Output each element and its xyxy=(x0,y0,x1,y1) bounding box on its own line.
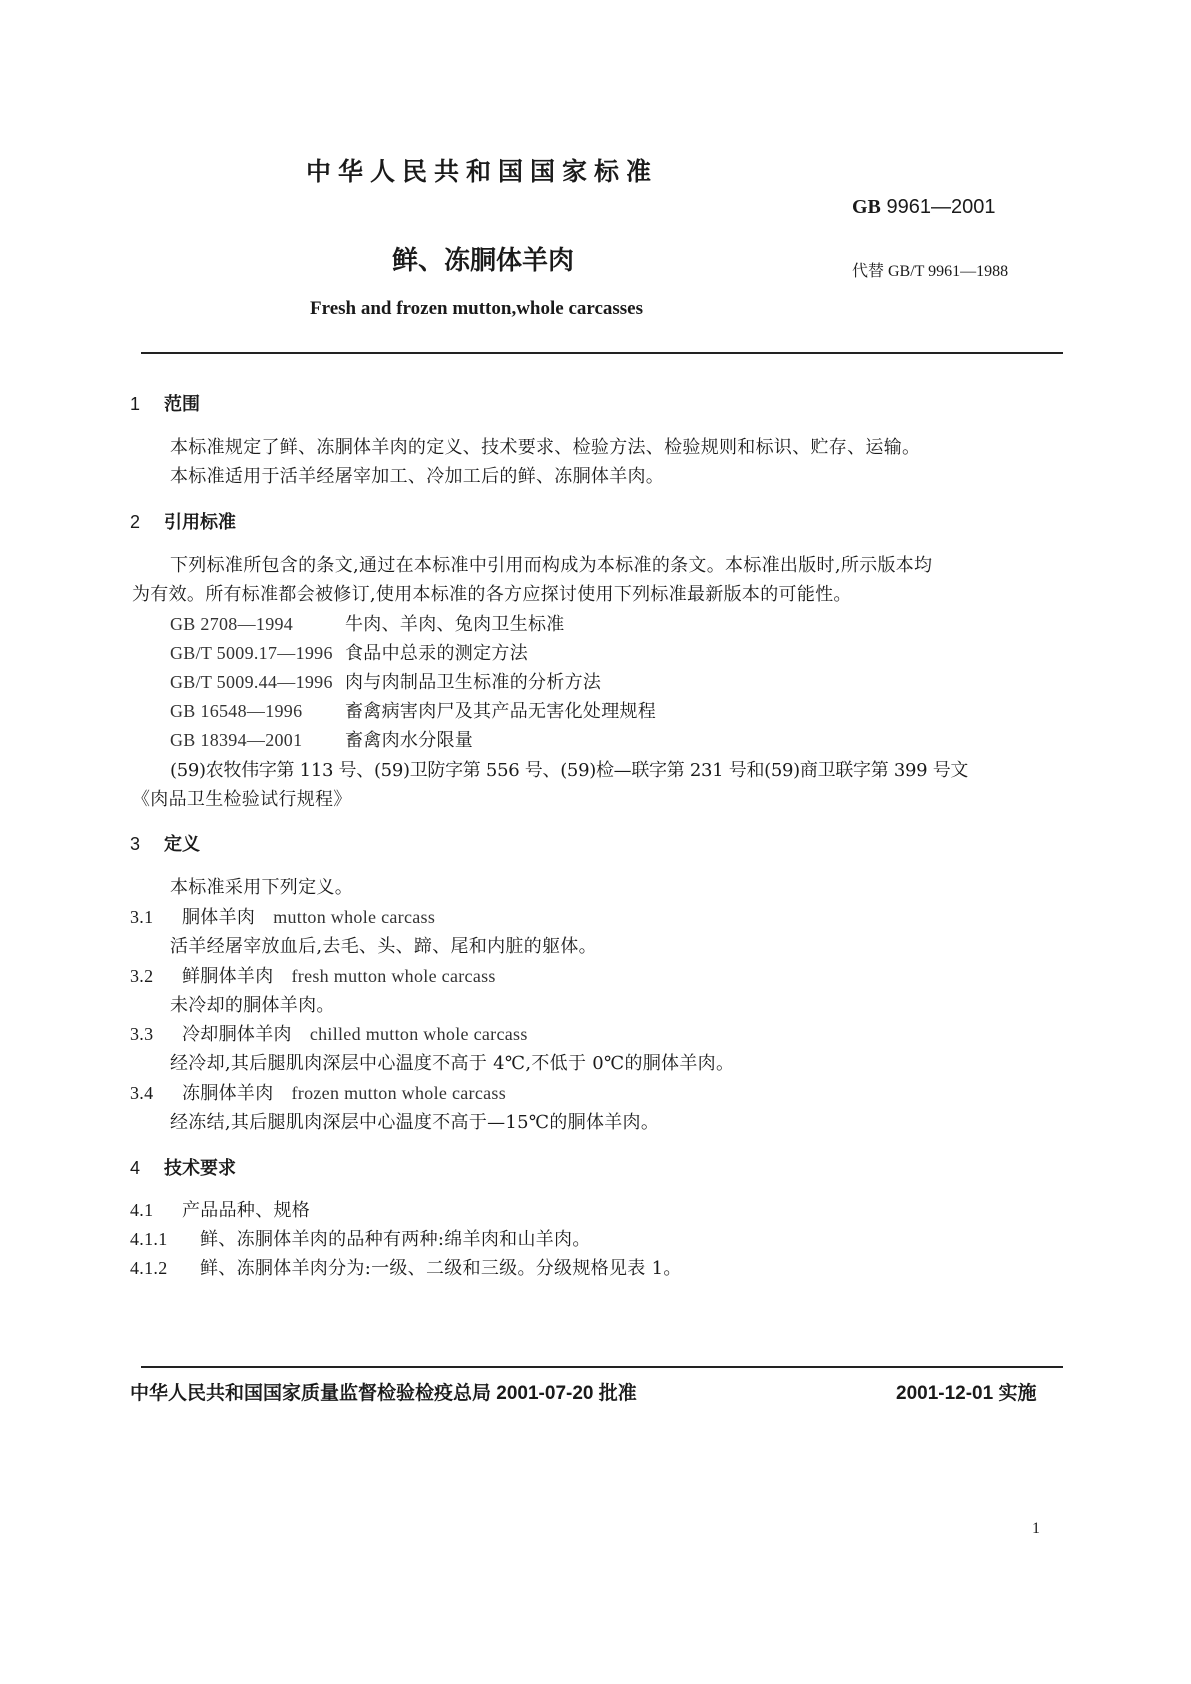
section-4-number: 4 xyxy=(130,1158,141,1178)
definition-number: 3.1 xyxy=(130,907,154,927)
definition-number: 3.4 xyxy=(130,1083,154,1103)
section-4-title: 技术要求 xyxy=(164,1158,236,1179)
definition-term-en: mutton whole carcass xyxy=(273,907,436,927)
definition-term-cn: 鲜胴体羊肉 xyxy=(182,966,274,987)
clause-number: 4.1.2 xyxy=(130,1258,168,1278)
reference-code: GB 18394—2001 xyxy=(170,730,303,750)
definition-term-cn: 冻胴体羊肉 xyxy=(182,1083,274,1104)
definition-term-cn: 冷却胴体羊肉 xyxy=(182,1024,292,1045)
definition-term-en: fresh mutton whole carcass xyxy=(291,966,496,986)
section-2-intro-line-1: 下列标准所包含的条文,通过在本标准中引用而构成为本标准的条文。本标准出版时,所示版本均 xyxy=(170,555,933,576)
definition-term xyxy=(130,903,435,929)
header-divider xyxy=(141,352,1063,354)
clause-text: 鲜、冻胴体羊肉分为:一级、二级和三级。分级规格见表 1。 xyxy=(200,1258,682,1279)
page-number: 1 xyxy=(1032,1520,1040,1537)
reference-item xyxy=(170,726,473,752)
clause-4-1-2 xyxy=(130,1254,682,1280)
section-1-heading xyxy=(130,390,200,416)
definition-term-en: frozen mutton whole carcass xyxy=(291,1083,507,1103)
reference-code: GB/T 5009.17—1996 xyxy=(170,643,333,663)
section-3-heading xyxy=(130,830,200,856)
document-title-cn: 鲜、冻胴体羊肉 xyxy=(392,246,575,276)
standard-number xyxy=(852,196,995,219)
clause-text: 产品品种、规格 xyxy=(182,1200,311,1221)
reference-name: 畜禽肉水分限量 xyxy=(345,730,474,751)
definition-number: 3.2 xyxy=(130,966,154,986)
reference-item xyxy=(170,697,656,723)
clause-4-1 xyxy=(130,1196,310,1222)
footer-divider xyxy=(141,1366,1063,1368)
section-3-title: 定义 xyxy=(164,834,200,855)
definition-term xyxy=(130,1079,506,1105)
section-1-title: 范围 xyxy=(164,394,200,415)
definition-number: 3.3 xyxy=(130,1024,154,1044)
reference-name: 牛肉、羊肉、兔肉卫生标准 xyxy=(345,614,565,635)
approval-statement: 中华人民共和国国家质量监督检验检疫总局 2001-07-20 批准 xyxy=(130,1383,637,1404)
definition-term xyxy=(130,962,496,988)
reference-name: 畜禽病害肉尸及其产品无害化处理规程 xyxy=(345,701,657,722)
reference-name: 肉与肉制品卫生标准的分析方法 xyxy=(345,672,602,693)
definition-description: 活羊经屠宰放血后,去毛、头、蹄、尾和内脏的躯体。 xyxy=(170,936,597,957)
section-3-number: 3 xyxy=(130,834,141,854)
reference-item xyxy=(170,639,528,665)
section-2-title: 引用标准 xyxy=(164,512,236,533)
clause-number: 4.1 xyxy=(130,1200,154,1220)
definition-term-cn: 胴体羊肉 xyxy=(182,907,256,928)
clause-4-1-1 xyxy=(130,1225,591,1251)
clause-number: 4.1.1 xyxy=(130,1229,168,1249)
reference-code: GB/T 5009.44—1996 xyxy=(170,672,333,692)
section-2-intro-line-2: 为有效。所有标准都会被修订,使用本标准的各方应探讨使用下列标准最新版本的可能性。 xyxy=(132,584,852,605)
implementation-date: 2001-12-01 实施 xyxy=(896,1383,1037,1404)
section-3-intro: 本标准采用下列定义。 xyxy=(170,877,353,898)
clause-text: 鲜、冻胴体羊肉的品种有两种:绵羊肉和山羊肉。 xyxy=(200,1229,591,1250)
section-2-heading xyxy=(130,508,236,534)
section-4-heading xyxy=(130,1154,236,1180)
document-title-en: Fresh and frozen mutton,whole carcasses xyxy=(310,298,644,319)
section-2-extra-line-1: (59)农牧伟字第 113 号、(59)卫防字第 556 号、(59)检—联字第 231 号和(59)商卫联字第 399 号文 xyxy=(170,760,969,781)
replaces-standard: 代替 GB/T 9961—1988 xyxy=(852,263,1009,280)
section-1-number: 1 xyxy=(130,394,141,414)
standard-number-value: 9961—2001 xyxy=(886,196,996,218)
definition-term-en: chilled mutton whole carcass xyxy=(309,1024,528,1044)
section-2-number: 2 xyxy=(130,512,141,532)
reference-item xyxy=(170,668,601,694)
section-2-extra-line-2: 《肉品卫生检验试行规程》 xyxy=(132,789,352,810)
reference-name: 食品中总汞的测定方法 xyxy=(345,643,528,664)
reference-code: GB 2708—1994 xyxy=(170,614,294,634)
reference-code: GB 16548—1996 xyxy=(170,701,303,721)
national-standard-heading: 中华人民共和国国家标准 xyxy=(306,157,659,186)
section-1-paragraph-1: 本标准规定了鲜、冻胴体羊肉的定义、技术要求、检验方法、检验规则和标识、贮存、运输。 xyxy=(170,437,921,458)
definition-term xyxy=(130,1020,528,1046)
definition-description: 经冻结,其后腿肌肉深层中心温度不高于—15℃的胴体羊肉。 xyxy=(170,1112,660,1133)
reference-item xyxy=(170,610,565,636)
definition-description: 经冷却,其后腿肌肉深层中心温度不高于 4℃,不低于 0℃的胴体羊肉。 xyxy=(170,1053,735,1074)
definition-description: 未冷却的胴体羊肉。 xyxy=(170,995,335,1016)
standard-number-prefix: GB xyxy=(852,196,881,218)
section-1-paragraph-2: 本标准适用于活羊经屠宰加工、冷加工后的鲜、冻胴体羊肉。 xyxy=(170,466,665,487)
